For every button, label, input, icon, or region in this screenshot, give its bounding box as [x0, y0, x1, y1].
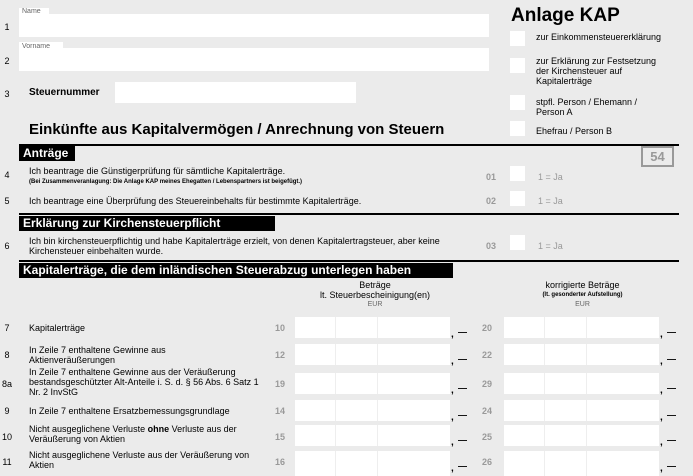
amount-field-25[interactable] — [504, 425, 659, 446]
field-code: 19 — [274, 379, 285, 389]
section-antraege-header: Anträge — [19, 146, 75, 161]
field-code: 12 — [274, 350, 285, 360]
cents-dash: — — [667, 327, 676, 337]
decimal-comma: , — [660, 412, 663, 423]
option-kirchensteuer-erklaerung-label: zur Erklärung zur Festsetzung der Kirchensteuer auf Kapitalerträge — [536, 56, 657, 86]
option-person-b-label: Ehefrau / Person B — [536, 126, 613, 136]
field-code: 10 — [274, 323, 285, 333]
ja-hint: 1 = Ja — [538, 196, 563, 206]
column-1-subtitle: lt. Steuerbescheinigung(en) — [319, 290, 431, 300]
amount-field-29[interactable] — [504, 373, 659, 394]
kirchensteuer-checkbox[interactable] — [510, 235, 525, 250]
page-code: 54 — [641, 146, 674, 167]
table-row-label: In Zeile 7 enthaltene Gewinne aus der Veräußerung bestandsgeschützter Alt-Anteile i. S. d. § 56 Abs. 6 Satz 1 Nr. 2 InvStG — [29, 367, 259, 397]
vorname-field[interactable] — [19, 48, 489, 71]
decimal-comma: , — [451, 463, 454, 474]
option-person-a-label: stpfl. Person / Ehemann / Person A — [536, 97, 638, 117]
option-einkommensteuer-label: zur Einkommensteuererklärung — [536, 32, 662, 42]
row-number: 1 — [4, 22, 10, 32]
field-code: 26 — [481, 457, 492, 467]
field-code: 20 — [481, 323, 492, 333]
section-divider — [19, 213, 679, 215]
ja-hint: 1 = Ja — [538, 241, 563, 251]
name-field[interactable] — [19, 14, 489, 37]
ja-hint: 1 = Ja — [538, 172, 563, 182]
cents-dash: — — [667, 435, 676, 445]
kirchensteuer-text: Ich bin kirchensteuerpflichtig und habe Kapitalerträge erzielt, von denen Kapitalertragsteuer, aber keine Kirchensteuer einbehalten wurde. — [29, 236, 440, 256]
decimal-comma: , — [660, 356, 663, 367]
decimal-comma: , — [660, 385, 663, 396]
cents-dash: — — [458, 327, 467, 337]
field-code: 22 — [481, 350, 492, 360]
field-code: 24 — [481, 406, 492, 416]
checkbox-person-b[interactable] — [510, 121, 525, 136]
column-1-header — [295, 280, 455, 310]
amount-field-19[interactable] — [295, 373, 450, 394]
label-part: Nicht ausgeglichene Verluste — [29, 424, 148, 434]
steuereinbehalt-checkbox[interactable] — [510, 191, 525, 206]
decimal-comma: , — [451, 385, 454, 396]
decimal-comma: , — [451, 329, 454, 340]
table-row-label: Kapitalerträge — [29, 323, 86, 333]
cents-dash: — — [667, 461, 676, 471]
field-code: 15 — [274, 432, 285, 442]
field-code: 29 — [481, 379, 492, 389]
cents-dash: — — [667, 354, 676, 364]
checkbox-einkommensteuer[interactable] — [510, 31, 525, 46]
field-code: 03 — [485, 241, 496, 251]
row-number: 3 — [4, 89, 10, 99]
vorname-label: Vorname — [22, 43, 51, 50]
column-1-unit: EUR — [367, 301, 383, 308]
field-code: 01 — [485, 172, 496, 182]
steuernummer-label: Steuernummer — [29, 87, 100, 98]
column-2-header — [500, 280, 665, 310]
row-number: 10 — [1, 432, 12, 442]
amount-field-10[interactable] — [295, 317, 450, 338]
row-number: 11 — [2, 457, 12, 467]
field-code: 25 — [481, 432, 492, 442]
name-label: Name — [22, 8, 41, 15]
checkbox-person-a[interactable] — [510, 95, 525, 110]
decimal-comma: , — [451, 437, 454, 448]
section-kapitalertraege-header: Kapitalerträge, die dem inländischen Steuerabzug unterlegen haben — [19, 263, 453, 278]
amount-field-26[interactable] — [504, 451, 659, 476]
section-kirchensteuer-header: Erklärung zur Kirchensteuerpflicht — [19, 216, 275, 231]
cents-dash: — — [458, 354, 467, 364]
decimal-comma: , — [660, 437, 663, 448]
amount-field-15[interactable] — [295, 425, 450, 446]
cents-dash: — — [667, 410, 676, 420]
field-code: 14 — [274, 406, 285, 416]
label-part: Verluste aus der Veräußerung von Aktien — [29, 424, 237, 444]
row-number: 4 — [4, 170, 10, 180]
row-number: 9 — [4, 406, 10, 416]
form-heading: Einkünfte aus Kapitalvermögen / Anrechnung von Steuern — [29, 121, 445, 138]
cents-dash: — — [458, 435, 467, 445]
steuernummer-field[interactable] — [115, 82, 356, 103]
section-divider — [19, 260, 679, 262]
column-1-title: Beträge — [359, 280, 391, 290]
amount-field-24[interactable] — [504, 400, 659, 421]
antraege-row-1-text: Ich beantrage die Günstigerprüfung für sämtliche Kapitalerträge. — [29, 166, 286, 176]
row-number: 8a — [1, 379, 12, 389]
cents-dash: — — [458, 383, 467, 393]
column-2-unit: EUR — [575, 301, 590, 308]
field-code: 16 — [274, 457, 285, 467]
cents-dash: — — [458, 410, 467, 420]
antraege-row-1-note: (Bei Zusammenveranlagung: Die Anlage KAP meines Ehegatten / Lebenspartners ist beigefügt.) — [29, 179, 303, 185]
antraege-row-2-text: Ich beantrage eine Überprüfung des Steuereinbehalts für bestimmte Kapitalerträge. — [29, 196, 362, 206]
table-row-label: In Zeile 7 enthaltene Ersatzbemessungsgrundlage — [29, 406, 230, 416]
row-number: 6 — [4, 241, 10, 251]
decimal-comma: , — [660, 329, 663, 340]
row-number: 2 — [4, 56, 10, 66]
column-2-subtitle: (lt. gesonderter Aufstellung) — [542, 292, 623, 298]
table-row-label: In Zeile 7 enthaltene Gewinne aus Aktienveräußerungen — [29, 345, 166, 365]
column-2-title: korrigierte Beträge — [545, 280, 620, 290]
amount-field-20[interactable] — [504, 317, 659, 338]
table-row-label — [29, 424, 269, 444]
field-code: 02 — [485, 196, 496, 206]
amount-field-14[interactable] — [295, 400, 450, 421]
cents-dash: — — [458, 461, 467, 471]
form-title: Anlage KAP — [511, 5, 620, 26]
row-number: 5 — [4, 196, 10, 206]
row-number: 7 — [4, 323, 10, 333]
guenstigerpruefung-checkbox[interactable] — [510, 166, 525, 181]
amount-field-16[interactable] — [295, 451, 450, 476]
amount-field-12[interactable] — [295, 344, 450, 365]
decimal-comma: , — [660, 463, 663, 474]
decimal-comma: , — [451, 356, 454, 367]
row-number: 8 — [4, 350, 10, 360]
label-emphasis: ohne — [147, 424, 170, 434]
table-row-label: Nicht ausgeglichene Verluste aus der Veräußerung von Aktien — [29, 450, 250, 470]
section-divider — [19, 144, 679, 146]
cents-dash: — — [667, 383, 676, 393]
amount-field-22[interactable] — [504, 344, 659, 365]
checkbox-kirchensteuer-erklaerung[interactable] — [510, 58, 525, 73]
decimal-comma: , — [451, 412, 454, 423]
